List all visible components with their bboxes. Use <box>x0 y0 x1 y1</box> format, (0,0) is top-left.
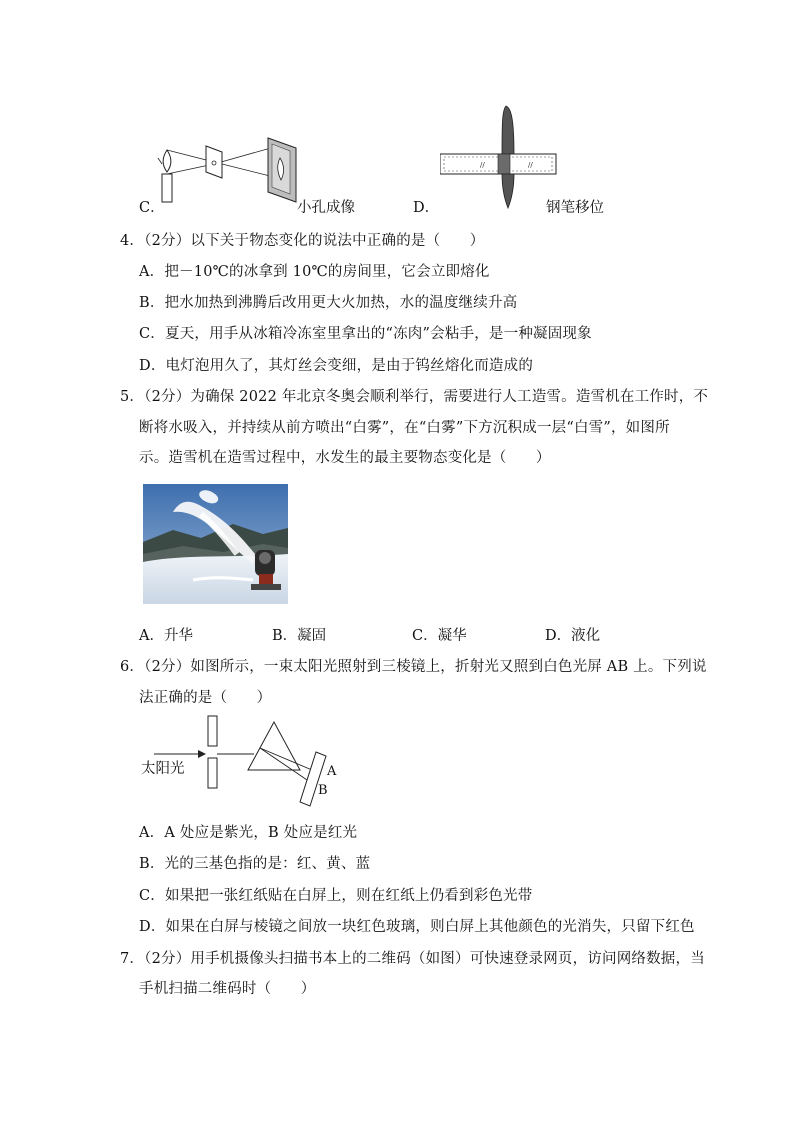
q4-stem: 4．（2分）以下关于物态变化的说法中正确的是（ ） <box>120 233 485 249</box>
pen-displacement-figure <box>440 104 560 210</box>
q6-stem-line-2: 法正确的是（ ） <box>139 690 272 706</box>
q5-option-c: C．凝华 <box>412 628 467 644</box>
q6-label-sunlight: 太阳光 <box>141 761 185 777</box>
snow-machine-photo <box>143 484 288 604</box>
svg-text://: // <box>528 161 533 169</box>
q6-label-b: B <box>318 783 328 798</box>
q6-option-a: A．A 处应是紫光，B 处应是红光 <box>139 825 358 841</box>
q4-option-a: A．把－10℃的冰拿到 10℃的房间里，它会立即熔化 <box>139 264 490 280</box>
q6-option-d: D．如果在白屏与棱镜之间放一块红色玻璃，则白屏上其他颜色的光消失，只留下红色 <box>139 919 695 935</box>
q5-option-a: A．升华 <box>139 628 193 644</box>
q5-stem-line-3: 示。造雪机在造雪过程中，水发生的最主要物态变化是（ ） <box>139 450 551 466</box>
q3-option-d-caption: 钢笔移位 <box>546 200 604 216</box>
pinhole-imaging-figure <box>150 134 310 206</box>
q3-option-c-letter: C． <box>139 200 165 216</box>
q3-option-c-caption: 小孔成像 <box>297 200 355 216</box>
q6-label-a: A <box>327 764 337 779</box>
q6-option-b: B．光的三基色指的是：红、黄、蓝 <box>139 856 371 872</box>
svg-text://: // <box>480 161 485 169</box>
q4-option-d: D．电灯泡用久了，其灯丝会变细，是由于钨丝熔化而造成的 <box>139 358 534 374</box>
q7-stem-line-2: 手机扫描二维码时（ ） <box>139 981 316 997</box>
q4-option-b: B．把水加热到沸腾后改用更大火加热，水的温度继续升高 <box>139 295 518 311</box>
q6-stem-line-1: 6．（2分）如图所示，一束太阳光照射到三棱镜上，折射光又照到白色光屏 AB 上。下列说 <box>120 659 707 675</box>
q6-option-c: C．如果把一张红纸贴在白屏上，则在红纸上仍看到彩色光带 <box>139 888 533 904</box>
q5-option-b: B．凝固 <box>272 628 327 644</box>
q5-stem-line-2: 断将水吸入，并持续从前方喷出“白雾”，在“白雾”下方沉积成一层“白雪”，如图所 <box>139 420 670 436</box>
q5-option-d: D．液化 <box>545 628 601 644</box>
q4-option-c: C．夏天，用手从冰箱冷冻室里拿出的“冻肉”会粘手，是一种凝固现象 <box>139 326 592 342</box>
q3-option-d-letter: D． <box>413 200 440 216</box>
q5-stem-line-1: 5．（2分）为确保 2022 年北京冬奥会顺利举行，需要进行人工造雪。造雪机在工作时，不 <box>120 389 709 405</box>
q7-stem-line-1: 7．（2分）用手机摄像头扫描书本上的二维码（如图）可快速登录网页，访问网络数据，当 <box>120 951 705 967</box>
